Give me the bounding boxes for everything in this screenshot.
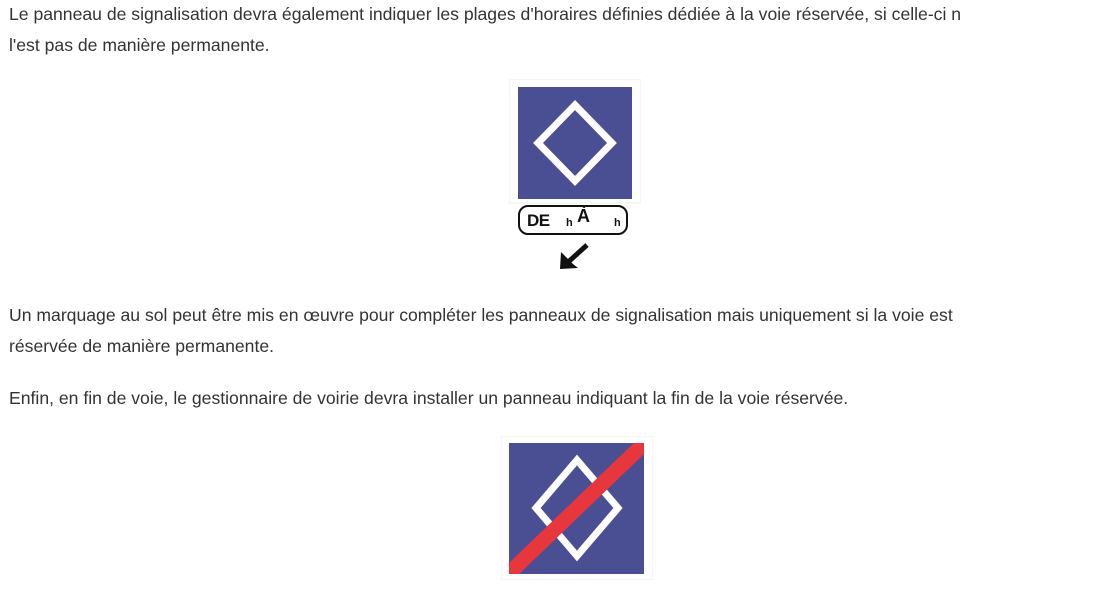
time-range-plate [518,205,628,235]
end-of-reserved-lane-sign-figure [501,436,653,580]
plate-to-label: À [577,206,590,226]
paragraph-end-of-lane [9,383,848,414]
reserved-lane-sign-figure [509,79,641,279]
paragraph-road-marking [9,300,953,362]
end-of-reserved-lane-sign-icon [501,436,653,580]
paragraph-line: l'est pas de manière permanente. [9,35,270,55]
arrow-down-left-icon [557,241,591,271]
plate-hour-unit: h [566,217,573,229]
plate-from-label: DE [527,211,550,230]
plate-hour-unit: h [614,217,621,229]
paragraph-line: Le panneau de signalisation devra également indiquer les plages d'horaires définies dédiée à la voie réservée, si celle-ci n [9,4,962,24]
paragraph-line: Enfin, en fin de voie, le gestionnaire de voirie devra installer un panneau indiquant la fin de la voie réservée. [9,388,849,408]
paragraph-schedule-info [9,0,961,61]
paragraph-line: Un marquage au sol peut être mis en œuvre pour compléter les panneaux de signalisation mais uniquement si la voie est [9,305,953,325]
paragraph-line: réservée de manière permanente. [9,336,275,356]
